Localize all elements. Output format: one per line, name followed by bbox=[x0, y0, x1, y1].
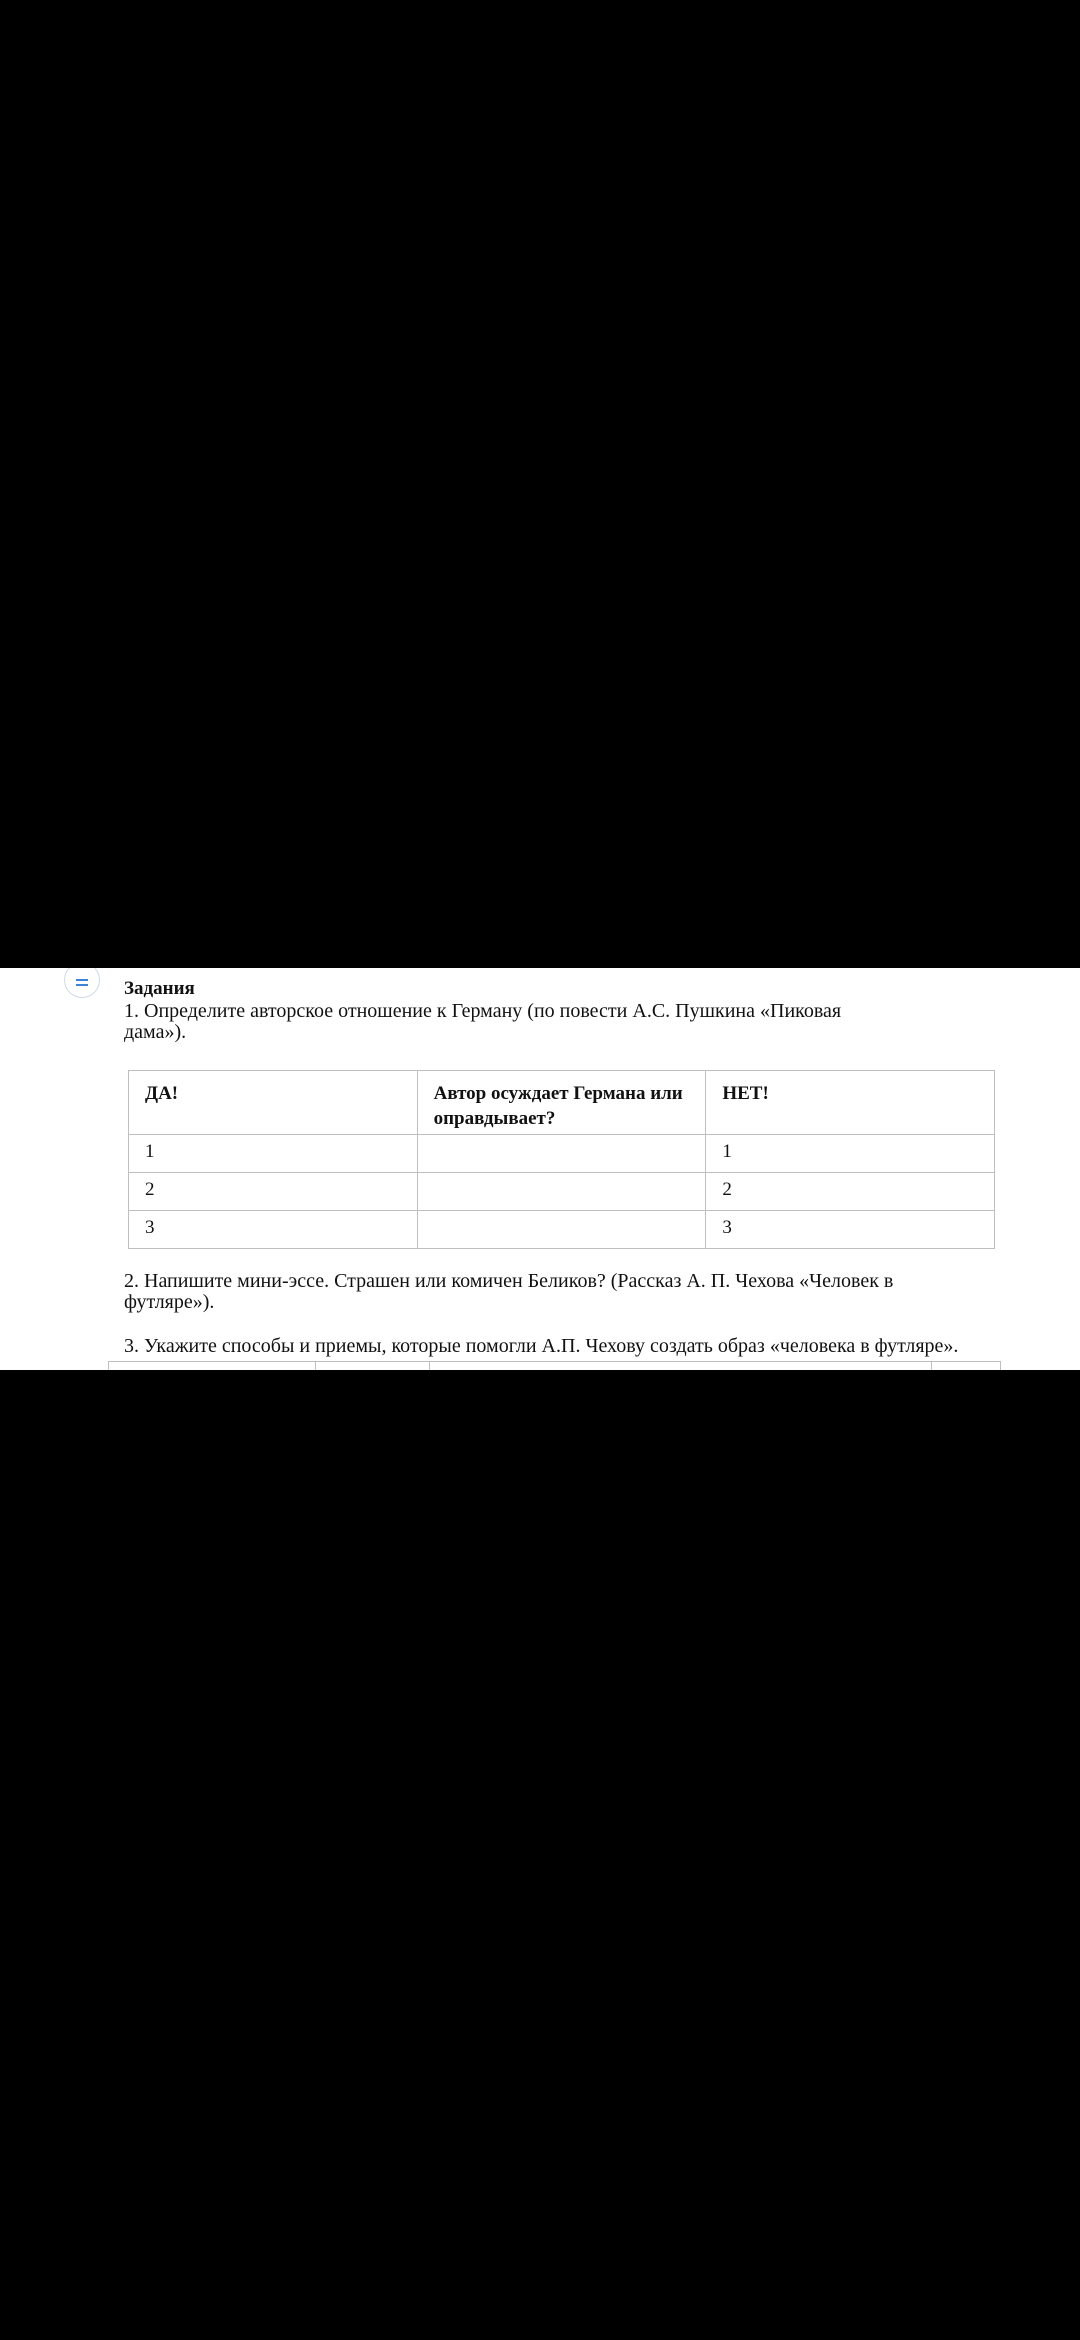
section-heading: Задания bbox=[124, 978, 195, 999]
table-row bbox=[129, 1211, 995, 1249]
table-row bbox=[129, 1135, 995, 1173]
task-3-text: 3. Укажите способы и приемы, которые помогли А.П. Чехову создать образ «человека в футляре». bbox=[124, 1335, 959, 1357]
table-cell bbox=[417, 1173, 706, 1211]
table-cell bbox=[417, 1135, 706, 1173]
table-divider bbox=[315, 1362, 316, 1370]
table-header-row bbox=[129, 1071, 995, 1135]
task-1-text: 1. Определите авторское отношение к Герману (по повести А.С. Пушкина «Пиковая дама»). bbox=[124, 1000, 842, 1043]
table-divider bbox=[108, 1362, 109, 1370]
answer-table bbox=[128, 1070, 995, 1249]
table-cell: 3 bbox=[706, 1211, 995, 1249]
table-header-no: НЕТ! bbox=[706, 1071, 995, 1135]
table-header-yes: ДА! bbox=[129, 1071, 418, 1135]
table-cell: 2 bbox=[706, 1173, 995, 1211]
menu-lines-icon bbox=[76, 979, 88, 987]
table-cell: 1 bbox=[706, 1135, 995, 1173]
table-cell: 1 bbox=[129, 1135, 418, 1173]
document-page[interactable] bbox=[0, 968, 1080, 1370]
table-divider bbox=[1000, 1362, 1001, 1370]
menu-button[interactable] bbox=[64, 968, 100, 998]
next-table-top-edge bbox=[108, 1361, 1001, 1370]
table-divider bbox=[429, 1362, 430, 1370]
table-divider bbox=[931, 1362, 932, 1370]
table-row bbox=[129, 1173, 995, 1211]
table-cell bbox=[417, 1211, 706, 1249]
table-cell: 2 bbox=[129, 1173, 418, 1211]
table-cell: 3 bbox=[129, 1211, 418, 1249]
table-header-question: Автор осуждает Германа или оправдывает? bbox=[417, 1071, 706, 1135]
task-2-text: 2. Напишите мини-эссе. Страшен или комичен Беликов? (Рассказ А. П. Чехова «Человек в футляре»). bbox=[124, 1270, 894, 1313]
